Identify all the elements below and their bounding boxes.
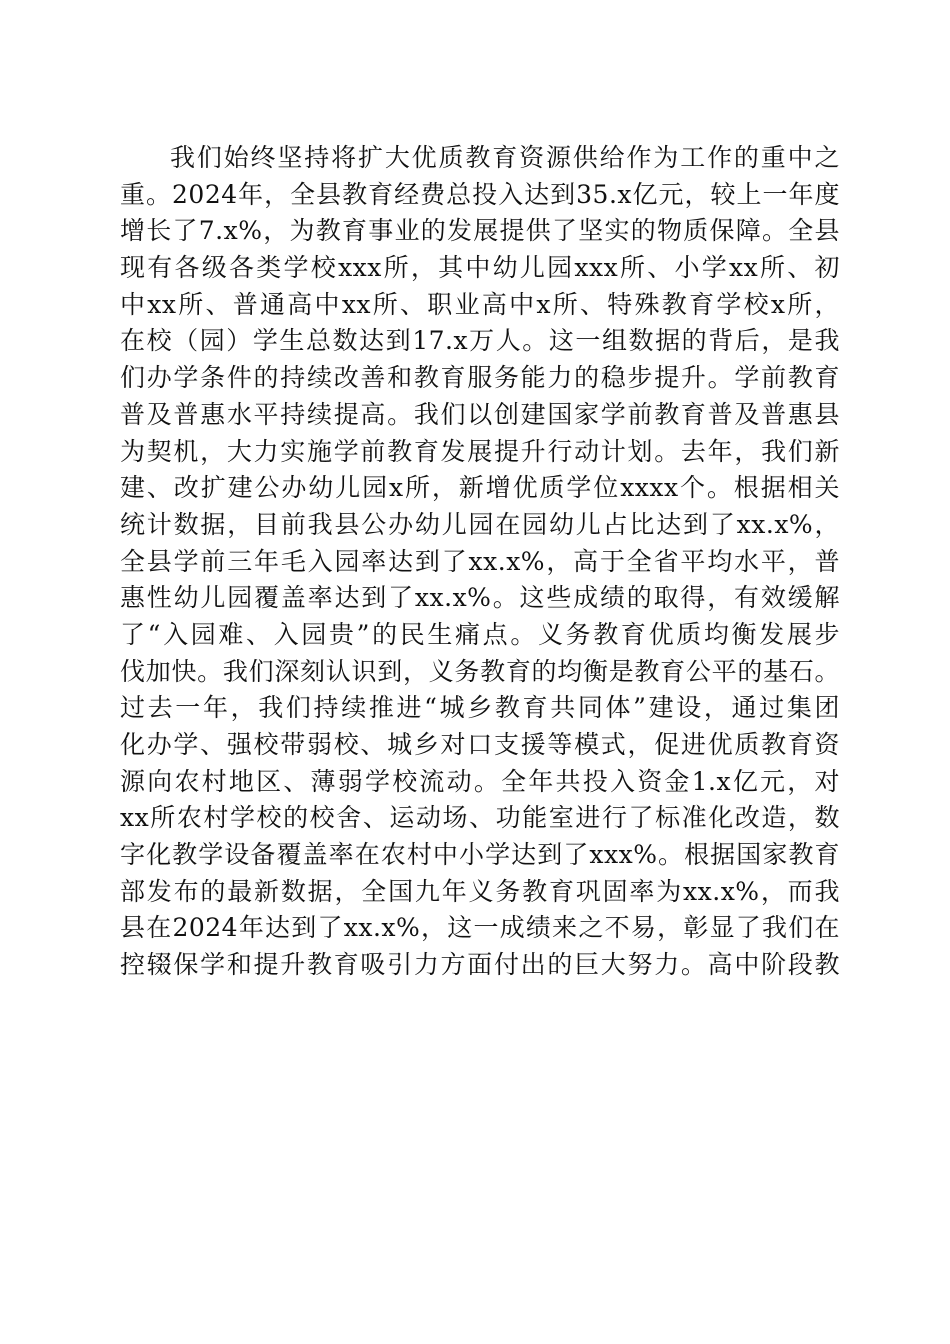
paragraph-line: 建、改扩建公办幼儿园x所，新增优质学位xxxx个。根据相关 (120, 473, 840, 503)
paragraph-line: 惠性幼儿园覆盖率达到了xx.x%。这些成绩的取得，有效缓解 (120, 583, 840, 613)
paragraph-line: 源向农村地区、薄弱学校流动。全年共投入资金1.x亿元，对 (120, 766, 840, 796)
paragraph-line: 化办学、强校带弱校、城乡对口支援等模式，促进优质教育资 (120, 730, 840, 759)
paragraph-line: 伐加快。我们深刻认识到，义务教育的均衡是教育公平的基石。 (120, 656, 840, 686)
paragraph-line: 我们始终坚持将扩大优质教育资源供给作为工作的重中之 (170, 143, 840, 172)
paragraph-line: 增长了7.x%，为教育事业的发展提供了坚实的物质保障。全县 (120, 216, 840, 246)
paragraph-line: 们办学条件的持续改善和教育服务能力的稳步提升。学前教育 (120, 363, 840, 393)
paragraph-line: 全县学前三年毛入园率达到了xx.x%，高于全省平均水平，普 (120, 546, 840, 576)
paragraph-line: 重。2024年，全县教育经费总投入达到35.x亿元，较上一年度 (120, 179, 840, 209)
paragraph-line: 了“入园难、入园贵”的民生痛点。义务教育优质均衡发展步 (120, 619, 840, 649)
paragraph-line: 在校（园）学生总数达到17.x万人。这一组数据的背后，是我 (120, 326, 840, 356)
paragraph-line: 县在2024年达到了xx.x%，这一成绩来之不易，彰显了我们在 (120, 913, 840, 943)
body-paragraph (120, 140, 840, 984)
paragraph-line: 部发布的最新数据，全国九年义务教育巩固率为xx.x%，而我 (120, 876, 840, 906)
paragraph-line: 统计数据，目前我县公办幼儿园在园幼儿占比达到了xx.x%， (120, 509, 840, 539)
paragraph-line: 过去一年，我们持续推进“城乡教育共同体”建设，通过集团 (120, 693, 840, 723)
paragraph-line: 中xx所、普通高中xx所、职业高中x所、特殊教育学校x所， (120, 289, 840, 319)
paragraph-line: 现有各级各类学校xxx所，其中幼儿园xxx所、小学xx所、初 (120, 253, 840, 283)
paragraph-line: 控辍保学和提升教育吸引力方面付出的巨大努力。高中阶段教 (120, 950, 840, 980)
paragraph-line: xx所农村学校的校舍、运动场、功能室进行了标准化改造，数 (120, 803, 840, 833)
paragraph-line: 普及普惠水平持续提高。我们以创建国家学前教育普及普惠县 (120, 399, 840, 429)
paragraph-line: 为契机，大力实施学前教育发展提升行动计划。去年，我们新 (120, 436, 840, 466)
paragraph-line: 字化教学设备覆盖率在农村中小学达到了xxx%。根据国家教育 (120, 840, 840, 870)
